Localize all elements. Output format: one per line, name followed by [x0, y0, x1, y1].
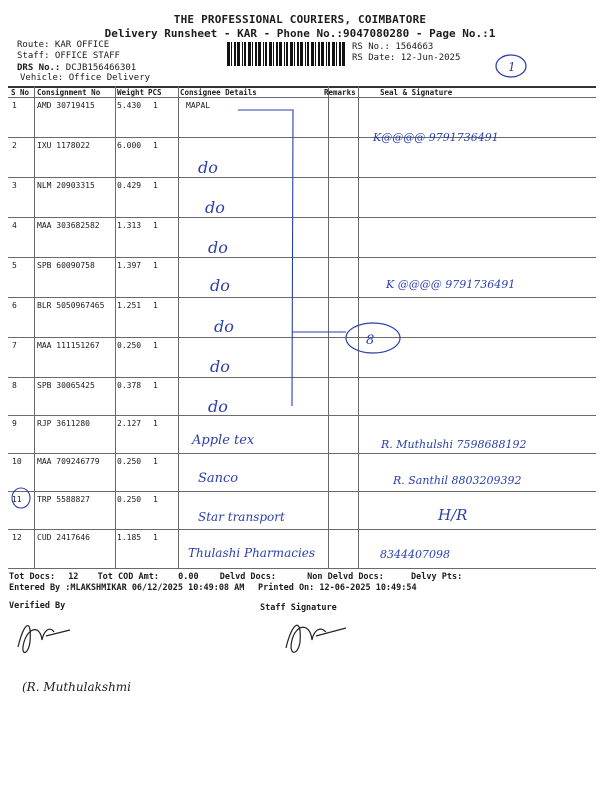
row-sno: 6 — [12, 301, 17, 310]
row-sno: 10 — [12, 457, 22, 466]
row-consignment-no: MAA 709246779 — [37, 457, 100, 466]
row-weight: 0.250 — [117, 341, 142, 350]
totals-line — [9, 572, 462, 582]
row-pcs: 1 — [153, 221, 158, 230]
row-seal-signature: R. Santhil 8803209392 — [393, 474, 522, 487]
row-weight: 0.429 — [117, 181, 142, 190]
row-handwritten-consignee: do — [208, 238, 228, 257]
row-pcs: 1 — [153, 419, 158, 428]
row-seal-signature: K @@@@ 9791736491 — [386, 278, 516, 291]
row-divider — [8, 568, 596, 569]
row-sno: 8 — [12, 381, 17, 390]
row-consignment-no: MAA 111151267 — [37, 341, 100, 350]
verified-by-label: Verified By — [9, 601, 66, 611]
row-pcs: 1 — [153, 341, 158, 350]
row-pcs: 1 — [153, 101, 158, 110]
handwritten-name: (R. Muthulakshmi — [22, 680, 132, 694]
row-handwritten-consignee: do — [205, 198, 225, 217]
drs-number: DCJB156466301 — [65, 63, 137, 73]
header-consignee: Consignee Details — [180, 88, 257, 97]
row-weight: 1.313 — [117, 221, 142, 230]
non-delvd-docs-label: Non Delvd Docs: — [307, 572, 384, 582]
row-weight: 1.397 — [117, 261, 142, 270]
ditto-bracket — [8, 86, 596, 568]
verified-signature — [10, 612, 80, 662]
delvd-docs-label: Delvd Docs: — [219, 572, 277, 582]
row-pcs: 1 — [153, 495, 158, 504]
row-sno: 2 — [12, 141, 17, 150]
row-pcs: 1 — [153, 181, 158, 190]
company-title: THE PROFESSIONAL COURIERS, COIMBATORE — [173, 13, 427, 26]
header-consignment: Consignment No — [37, 88, 101, 97]
row-consignment-no: TRP 5588827 — [37, 495, 90, 504]
header-remarks: Remarks — [324, 88, 356, 97]
row-sno: 11 — [12, 495, 22, 504]
row-consignment-no: AMD 30719415 — [37, 101, 95, 110]
row-pcs: 1 — [153, 533, 158, 542]
row-weight: 2.127 — [117, 419, 142, 428]
row-sno: 5 — [12, 261, 17, 270]
staff-signature — [276, 610, 356, 660]
row-consignment-no: NLM 20903315 — [37, 181, 95, 190]
runsheet-table — [8, 86, 596, 568]
count-mark: 8 — [366, 333, 375, 348]
row-sno: 9 — [12, 419, 17, 428]
row-sno: 4 — [12, 221, 17, 230]
row-weight: 6.000 — [117, 141, 142, 150]
row-sno: 3 — [12, 181, 17, 190]
row-sno: 7 — [12, 341, 17, 350]
entered-by: Entered By :MLAKSHMIKAR 06/12/2025 10:49:08 AM — [9, 583, 245, 593]
header-sno: S No — [11, 88, 30, 97]
header-seal: Seal & Signature — [380, 88, 453, 97]
tot-docs-value: 12 — [68, 572, 79, 582]
row-consignment-no: CUD 2417646 — [37, 533, 90, 542]
header-weight: Weight — [117, 88, 145, 97]
row-handwritten-consignee: do — [214, 317, 234, 336]
vehicle-label: Vehicle: Office Delivery — [20, 73, 151, 83]
drs-label: DRS No.: — [17, 63, 61, 73]
row-handwritten-consignee: Apple tex — [192, 433, 255, 448]
page-number-mark: 1 — [508, 60, 516, 74]
row-consignee: MAPAL — [186, 101, 211, 110]
printed-on: Printed On: 12-06-2025 10:49:54 — [258, 583, 417, 593]
row-handwritten-consignee: do — [210, 276, 230, 295]
row-consignment-no: BLR 5050967465 — [37, 301, 105, 310]
row-pcs: 1 — [153, 261, 158, 270]
delvy-pts-label: Delvy Pts: — [411, 572, 463, 582]
header-pcs: PCS — [148, 88, 162, 97]
row-handwritten-consignee: Sanco — [198, 471, 239, 486]
row-handwritten-consignee: do — [210, 357, 230, 376]
row-seal-signature: R. Muthulshi 7598688192 — [381, 438, 527, 451]
row-weight: 0.378 — [117, 381, 142, 390]
row-11-circle — [12, 488, 30, 508]
staff-label: Staff: OFFICE STAFF — [17, 51, 120, 61]
row-consignment-no: SPB 30065425 — [37, 381, 95, 390]
row-handwritten-consignee: Star transport — [198, 510, 285, 524]
row-handwritten-consignee: do — [208, 397, 228, 416]
row-pcs: 1 — [153, 301, 158, 310]
row-weight: 0.250 — [117, 457, 142, 466]
page-number-circle — [494, 53, 528, 79]
rs-date: RS Date: 12-Jun-2025 — [352, 53, 461, 63]
route-label: Route: KAR OFFICE — [17, 40, 110, 50]
runsheet-title: Delivery Runsheet - KAR - Phone No.:9047080280 - Page No.:1 — [104, 27, 496, 40]
row-seal-signature: H/R — [438, 506, 468, 524]
row-sno: 12 — [12, 533, 22, 542]
row-consignment-no: MAA 303682582 — [37, 221, 100, 230]
tot-docs-label: Tot Docs: — [9, 572, 56, 582]
row-weight: 0.250 — [117, 495, 142, 504]
row-consignment-no: RJP 3611280 — [37, 419, 90, 428]
row-pcs: 1 — [153, 381, 158, 390]
row-handwritten-consignee: Thulashi Pharmacies — [188, 546, 316, 560]
row-seal-signature: K@@@@ 9791736491 — [373, 131, 499, 144]
tot-cod-label: Tot COD Amt: — [97, 572, 159, 582]
row-weight: 1.251 — [117, 301, 142, 310]
row-pcs: 1 — [153, 141, 158, 150]
row-pcs: 1 — [153, 457, 158, 466]
row-handwritten-consignee: do — [198, 158, 218, 177]
tot-cod-value: 0.00 — [178, 572, 199, 582]
staff-signature-label: Staff Signature — [260, 603, 337, 613]
rs-number: RS No.: 1564663 — [352, 42, 434, 52]
row-consignment-no: SPB 60090758 — [37, 261, 95, 270]
row-consignment-no: IXU 1178022 — [37, 141, 90, 150]
barcode — [227, 42, 347, 66]
row-weight: 1.185 — [117, 533, 142, 542]
drs-line — [17, 63, 136, 73]
row-weight: 5.430 — [117, 101, 142, 110]
row-seal-signature: 8344407098 — [380, 548, 450, 561]
row-sno: 1 — [12, 101, 17, 110]
